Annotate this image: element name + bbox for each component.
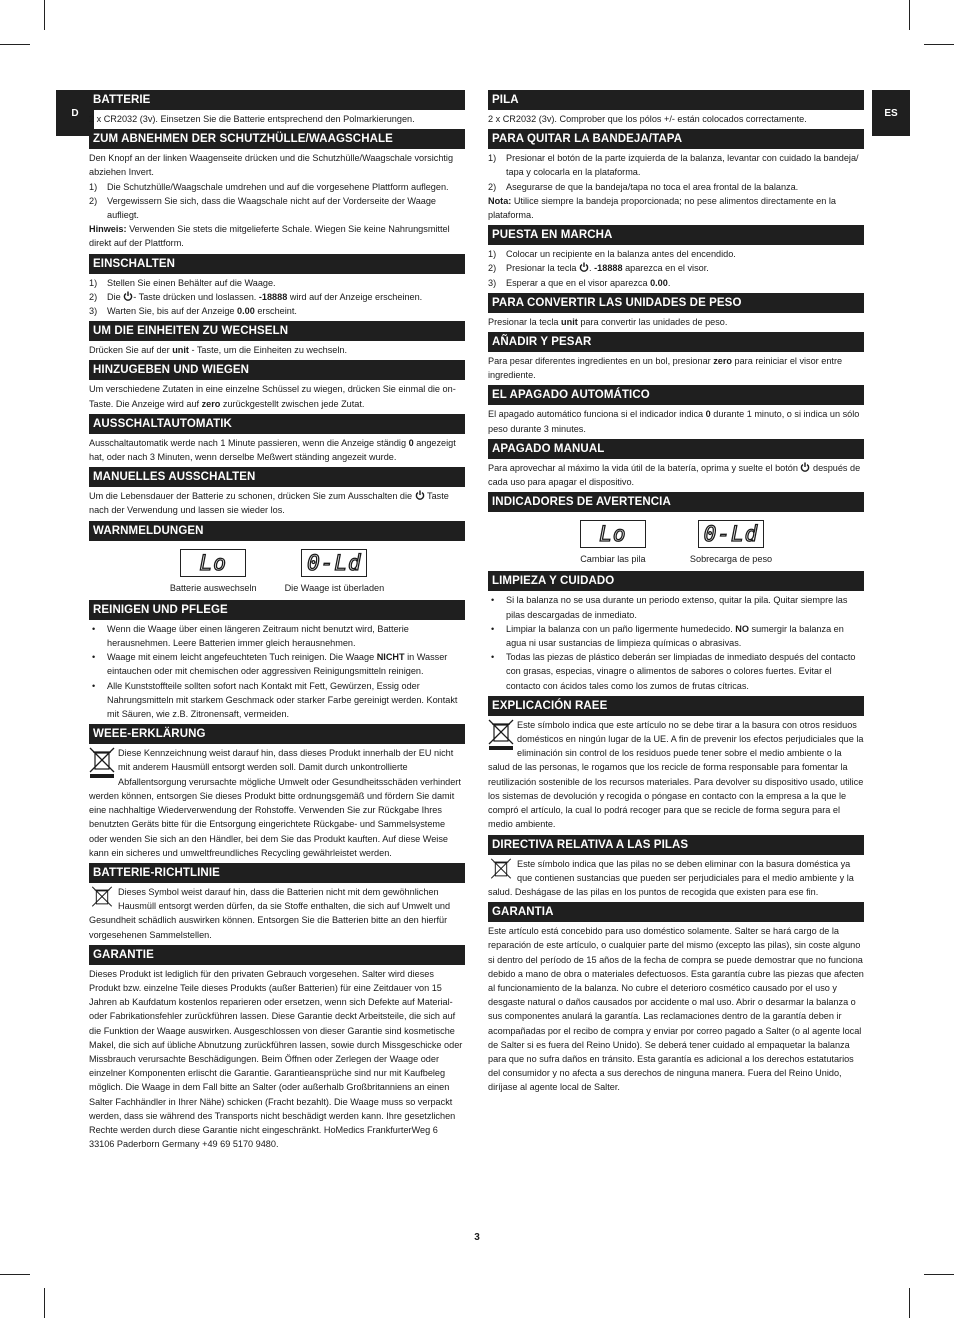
section-text: 2 x CR2032 (3v). Comprober que los pólos +/- están colocados correctamente. — [488, 114, 807, 124]
language-tab-de: D — [56, 90, 94, 136]
warning-low-battery — [170, 549, 257, 595]
section-heading: PILA — [488, 90, 864, 110]
warning-caption: Cambiar las pila — [580, 554, 646, 565]
crop-mark — [0, 44, 30, 45]
section-heading: WARNMELDUNGEN — [89, 521, 465, 541]
section-raee — [488, 696, 864, 832]
section-batterie-richtlinie — [89, 863, 465, 942]
bullet-item: • Waage mit einem leicht angefeuchteten Tuch reinigen. Die Waage NICHT in Wasser eintauchen oder mit chemischen oder aggressiven Reinigungsmitteln reinigen. — [89, 650, 465, 678]
warning-caption: Sobrecarga de peso — [689, 554, 773, 565]
section-heading: PARA QUITAR LA BANDEJA/TAPA — [488, 129, 864, 149]
section-text: Para pesar diferentes ingredientes en un bol, presionar zero para reiniciar el visor entre ingrediente. — [488, 356, 843, 381]
section-heading: BATTERIE — [89, 90, 465, 110]
crossed-bin-icon — [488, 858, 514, 884]
crop-mark — [44, 1288, 45, 1318]
list-item: 2) Asegurarse de que la bandeja/tapa no toca el area frontal de la balanza. — [488, 181, 799, 192]
spanish-column — [488, 90, 864, 1098]
section-apagado-automatico — [488, 385, 864, 435]
crop-mark — [44, 0, 45, 30]
section-abnehmen — [89, 129, 465, 250]
section-heading: PUESTA EN MARCHA — [488, 225, 864, 245]
section-text: El apagado automático funciona si el indicador indica 0 durante 1 minuto, o si indica un sólo peso durante 3 minutes. — [488, 409, 860, 434]
german-column — [89, 90, 465, 1154]
section-apagado-manual — [488, 439, 864, 489]
section-bandeja — [488, 129, 864, 222]
list-item: 3) Warten Sie, bis auf der Anzeige 0.00 erscheint. — [89, 306, 297, 317]
section-text: Este símbolo indica que este artículo no se debe tirar a la basura con otros residuos domésticos en ningún lugar de la UE. A fin de prevenir los efectos perjudiciales que la eliminación sin control de los residuos puede tener sobre el medio ambiente o la salud de las personas, le rogamos que los recicle de forma responsable para fomentar la reutilización sostenible de los recursos materiales. Para devolver su dispositivo usado, utilice los sistemas de devolución y recogida o póngase en contacto con la empresa a la que le compró el artículo, la cual lo podrá recoger para que se recicle de forma segura para el medio ambiente. — [488, 719, 864, 830]
section-unidades — [488, 293, 864, 329]
lcd-display: 0-Ld — [698, 520, 764, 548]
crop-mark — [0, 1274, 30, 1275]
section-text: Para aprovechar al máximo la vida útil de la batería, oprima y suelte el botón después de cada uso para apagar el dispositivo. — [488, 462, 861, 488]
section-weee — [89, 724, 465, 860]
power-icon — [579, 262, 589, 272]
section-text: Drücken Sie auf der unit - Taste, um die Einheiten zu wechseln. — [89, 345, 348, 356]
note: Hinweis: Verwenden Sie stets die mitgelieferte Schale. Wiegen Sie keine Nahrungsmittel direkt auf der Plattform. — [89, 224, 450, 249]
section-heading: APAGADO MANUAL — [488, 439, 864, 459]
section-reinigen — [89, 600, 465, 721]
section-indicadores — [488, 492, 864, 568]
language-tab-es: ES — [872, 90, 910, 136]
bullet-item: • Todas las piezas de plástico deberán ser limpiadas de inmediato después del contacto con grasas, especias, vinagre o alimentos de sabores o colores fuertes. Evitar el contacto con ácidos tales como los zumos de frutas cítricas. — [488, 650, 864, 693]
crop-mark — [909, 0, 910, 30]
section-garantia — [488, 902, 864, 1094]
list-item: 1) Presionar el botón de la parte izquierda de la balanza, levantar con cuidado la bandeja/ tapa y colocarla en la plataforma. — [488, 153, 859, 178]
section-limpieza — [488, 571, 864, 692]
list-item: 1) Stellen Sie einen Behälter auf die Waage. — [89, 277, 276, 288]
section-ausschaltautomatik — [89, 414, 465, 464]
section-heading: EL APAGADO AUTOMÁTICO — [488, 385, 864, 405]
lcd-display: Lo — [180, 549, 246, 577]
crossed-bin-icon — [89, 886, 115, 912]
section-heading: WEEE-ERKLÄRUNG — [89, 724, 465, 744]
power-icon — [800, 462, 810, 472]
crop-mark — [909, 1288, 910, 1318]
lcd-display: 0-Ld — [301, 549, 367, 577]
warning-displays — [488, 514, 864, 568]
section-garantie — [89, 945, 465, 1152]
warning-overload — [690, 520, 772, 566]
section-text: Dieses Produkt ist lediglich für den privaten Gebrauch vorgesehen. Salter wird dieses Produkt bzw. einzelne Teile dieses Produkts (außer Batterien) für eine Zeitdauer von 15 Jahren ab Kaufdatum kostenlos reparieren oder ersetzen, wenn sich Defekte auf Material- oder Fabrikationsfehler zurückführen lassen. Diese Garantie deckt Arbeitsteile, die sich auf die Funktion der Waage auswirken. Ausgeschlossen von dieser Garantie sind kosmetische Makel, die sich auf übliche Abnutzung zurückführen lassen, sowie durch Missgeschicke oder Missbrauch verursachte Beschädigungen. Beim Öffnen oder Zerlegen der Waage oder einzelner Komponenten erlischt die Garantie. Garantieansprüche sind nur mit Kaufbeleg möglich. Die Waage in dem Fall bitte an Salter (oder außerhalb Großbritanniens an einen Salter Fachhändler in Ihrer Nähe) schicken (Fracht bezahlt). Die Waage muss so verpackt werden, dass sie während des Transports nicht beschädigt werden kann. Ihre gesetzlichen Rechte werden durch diese Garantie nicht eingeschränkt. HoMedics FrankfurterWeg 6 33106 Paderborn Germany +49 69 5170 9480. — [89, 968, 463, 1150]
section-puesta-en-marcha — [488, 225, 864, 290]
note: Nota: Utilice siempre la bandeja proporcionada; no pese alimentos directamente en la plataforma. — [488, 195, 836, 221]
warning-caption: Die Waage ist überladen — [284, 582, 385, 593]
section-text: Este símbolo indica que las pilas no se deben eliminar con la basura doméstica ya que contienen sustancias que pueden ser perjudiciales para el medio ambiente y la salud. Deshágase de las pilas en los puntos de recogida que existen para ese fin. — [488, 858, 854, 897]
section-heading: AUSSCHALTAUTOMATIK — [89, 414, 465, 434]
list-item: 1) Die Schutzhülle/Waagschale umdrehen und auf die vorgesehene Plattform auflegen. — [89, 181, 449, 192]
warning-caption: Batterie auswechseln — [169, 582, 257, 593]
section-text: 2 x CR2032 (3v). Einsetzen Sie die Batterie entsprechend den Polmarkierungen. — [89, 114, 415, 124]
warning-low-battery — [580, 520, 646, 566]
section-batterie — [89, 90, 465, 126]
page-number: 3 — [474, 1232, 480, 1243]
section-heading: MANUELLES AUSSCHALTEN — [89, 467, 465, 487]
power-icon — [123, 291, 133, 301]
section-text: Um verschiedene Zutaten in eine einzelne Schüssel zu wiegen, drücken Sie einmal die on-Taste. Die Anzeige wird auf zero zurückgestellt zwischen jede Zutat. — [89, 384, 456, 409]
section-anadir-pesar — [488, 332, 864, 382]
section-text: Um die Lebensdauer der Batterie zu schonen, drücken Sie zum Ausschalten die Taste nach der Verwendung und lassen sie wieder los. — [89, 491, 449, 516]
section-heading: EXPLICACIÓN RAEE — [488, 696, 864, 716]
section-text: Este artículo está concebido para uso doméstico solamente. Salter se hará cargo de la reparación de este artículo, o cualquier parte del mismo (excepto las pilas), sin coste alguno si dentro del período de 15 años de la fecha de compra se puede demostrar que no funciona debido a mano de obra o materiales defectuosos. Esta garantía cubre las piezas que afecten al funcionamiento de la balanza. No cubre el deterioro cosmético causado por el uso y desgaste natural o daños causados por accidente o mal uso. Abrir o desarmar la balanza o sus componentes anulará la garantía. Las reclamaciones dentro de la garantía deben ir acompañadas por el recibo de compra y enviar por correo pagado a Salter (o al agente local de Salter si es fuera del Reino Unido). Se deberá tener cuidado al empaquetar la balanza para que no sufra daños en tránsito. Esta garantía es adicional a los derechos estatutarios del consumidor y no afecta a sus derechos de ninguna manera. Fuera del Reino Unido, diríjase al agente local de Salter. — [488, 926, 864, 1093]
crop-mark — [924, 44, 954, 45]
section-heading: REINIGEN UND PFLEGE — [89, 600, 465, 620]
section-heading: BATTERIE-RICHTLINIE — [89, 863, 465, 883]
list-item: 1) Colocar un recipiente en la balanza antes del encendido. — [488, 249, 736, 260]
bullet-item: • Si la balanza no se usa durante un periodo extenso, quitar la pila. Quitar siempre las pilas descargadas de inmediato. — [488, 593, 864, 621]
list-item: 2) Presionar la tecla . -18888 aparezca en el visor. — [488, 263, 709, 274]
section-heading: LIMPIEZA Y CUIDADO — [488, 571, 864, 591]
section-heading: GARANTIA — [488, 902, 864, 922]
section-heading: INDICADORES DE AVERTENCIA — [488, 492, 864, 512]
section-manuelles-ausschalten — [89, 467, 465, 517]
section-heading: ZUM ABNEHMEN DER SCHUTZHÜLLE/WAAGSCHALE — [89, 129, 465, 149]
section-heading: HINZUGEBEN UND WIEGEN — [89, 360, 465, 380]
section-einschalten — [89, 254, 465, 319]
section-directiva-pilas — [488, 835, 864, 900]
list-item: 2) Die - Taste drücken und loslassen. -18888 wird auf der Anzeige erscheinen. — [89, 291, 423, 302]
section-text: Dieses Symbol weist darauf hin, dass die Batterien nicht mit dem gewöhnlichen Hausmüll entsorgt werden dürfen, da sie Stoffe enthalten, die sich auf Umwelt und Gesundheit schädlich auswirken können. Entsorgen Sie die Batterien bitte an den hierfür vorgesehenen Sammelstellen. — [89, 886, 451, 940]
bullet-item: • Alle Kunststoffteile sollten sofort nach Kontakt mit Fett, Gewürzen, Essig oder Nahrungsmitteln mit starkem Geschmack oder starker Farbe gereinigt werden. Kontakt mit Säuren, wie z.B. Zitronensaft, vermeiden. — [89, 679, 465, 722]
section-pila — [488, 90, 864, 126]
bullet-item: • Limpiar la balanza con un paño ligermente humedecido. NO sumergir la balanza en agua ni usar sustancias de limpieza químicas o abrasivas. — [488, 622, 864, 650]
section-text: Presionar la tecla unit para convertir las unidades de peso. — [488, 316, 728, 327]
bullet-item: • Wenn die Waage über einen längeren Zeitraum nicht benutzt wird, Batterie herausnehmen. Leere Batterien immer gleich herausnehmen. — [89, 622, 465, 650]
section-text: Diese Kennzeichnung weist darauf hin, dass dieses Produkt innerhalb der EU nicht mit anderem Hausmüll entsorgt werden soll. Damit durch unkontrollierte Abfallentsorgung verursachte mögliche Umwelt oder Gesundheitsschäden verhindert werden können, entsorgen Sie dieses Produkt bitte ordnungsgemäß und fördern Sie damit eine nachhaltige Wiederverwendung der Rohstoffe. Verwenden Sie zur Rückgabe Ihres benutzten Geräts bitte für die Entsorgung eingerichtete Rückgabe- und Sammelsysteme oder wenden Sie sich an den Händler, bei dem Sie das Produkt kauften. Auf diese Weise kann ein sicheres und umweltfreundliches Recycling gewährleistet werden. — [89, 748, 461, 858]
warning-overload — [285, 549, 385, 595]
section-heading: AÑADIR Y PESAR — [488, 332, 864, 352]
section-warnmeldungen — [89, 521, 465, 597]
section-heading: DIRECTIVA RELATIVA A LAS PILAS — [488, 835, 864, 855]
crop-mark — [924, 1274, 954, 1275]
section-einheiten — [89, 321, 465, 357]
section-heading: EINSCHALTEN — [89, 254, 465, 274]
section-wiegen — [89, 360, 465, 410]
section-text: Ausschaltautomatik werde nach 1 Minute passieren, wenn die Anzeige ständig 0 angezeigt hat, oder nach 3 Minuten, wenn derselbe Meßwert ständing angezeit wurde. — [89, 437, 456, 463]
power-icon — [415, 490, 425, 500]
crossed-bin-icon — [488, 719, 514, 751]
list-item: 3) Esperar a que en el visor aparezca 0.00. — [488, 277, 671, 288]
section-heading: GARANTIE — [89, 945, 465, 965]
warning-displays — [89, 543, 465, 597]
section-text: Den Knopf an der linken Waagenseite drücken und die Schutzhülle/Waagschale vorsichtig abziehen Invert. — [89, 153, 454, 178]
lcd-display: Lo — [580, 520, 646, 548]
crossed-bin-icon — [89, 747, 115, 779]
section-heading: PARA CONVERTIR LAS UNIDADES DE PESO — [488, 293, 864, 313]
list-item: 2) Vergewissern Sie sich, dass die Waagschale nicht auf der Vorderseite der Waage aufliegt. — [89, 195, 437, 221]
section-heading: UM DIE EINHEITEN ZU WECHSELN — [89, 321, 465, 341]
